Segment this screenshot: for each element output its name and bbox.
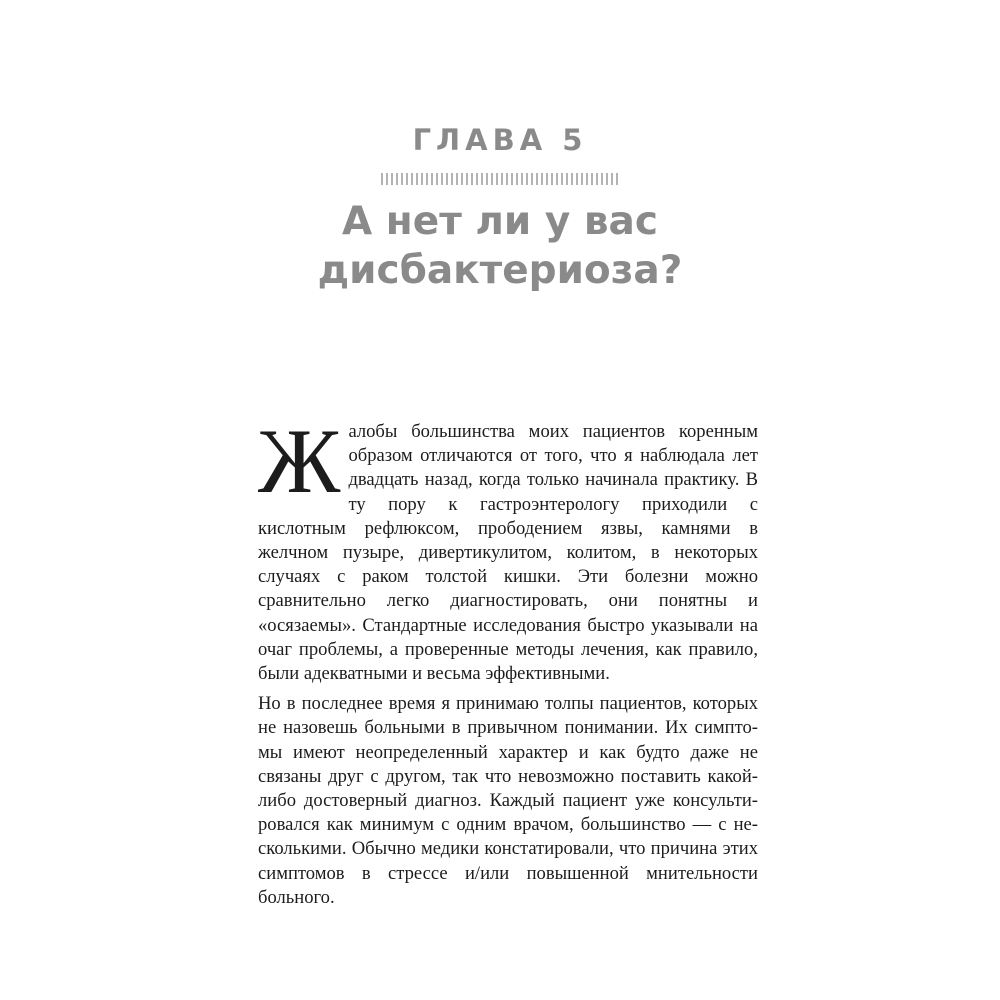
drop-cap: Ж (258, 410, 341, 512)
chapter-title-line-1: А нет ли у вас (342, 199, 658, 244)
paragraph-1 (258, 410, 758, 686)
chapter-ornament-divider (381, 173, 619, 185)
paragraph-1-text: алобы большинства моих пациентов коренным образом отличаются от того, что я наблюдала лет двадцать назад, когда только начинала практику. В ту пору к гастроэнтерологу приходили с кислотным рефлюксом, прободением язвы, камнями в желчном пузыре, дивертикулитом, колитом, в некоторых случаях с раком толстой кишки. Эти болезни можно сравнительно легко диагностировать, они понятны и «осязаемы». Стандартные исследования быстро указывали на очаг проблемы, а проверенные методы лечения, как правило, были адекватными и весьма эффективными. (258, 421, 758, 685)
body-text (258, 410, 758, 910)
chapter-label: ГЛАВА 5 (412, 123, 588, 157)
chapter-title (0, 197, 1000, 295)
paragraph-2: Но в последнее время я принимаю толпы пациентов, которых не назовешь больными в привычном понимании. Их симптомы имеют неопределенный характер и как будто даже не связаны друг с другом, так что невозможно поставить какой-либо достоверный диагноз. Каждый пациент уже консультировался как минимум с одним врачом, большинство — с несколькими. Обычно медики констатировали, что причина этих симптомов в стрессе и/или повышенной мнительности больного. (258, 693, 758, 908)
chapter-title-line-2: дисбактериоза? (317, 248, 683, 293)
